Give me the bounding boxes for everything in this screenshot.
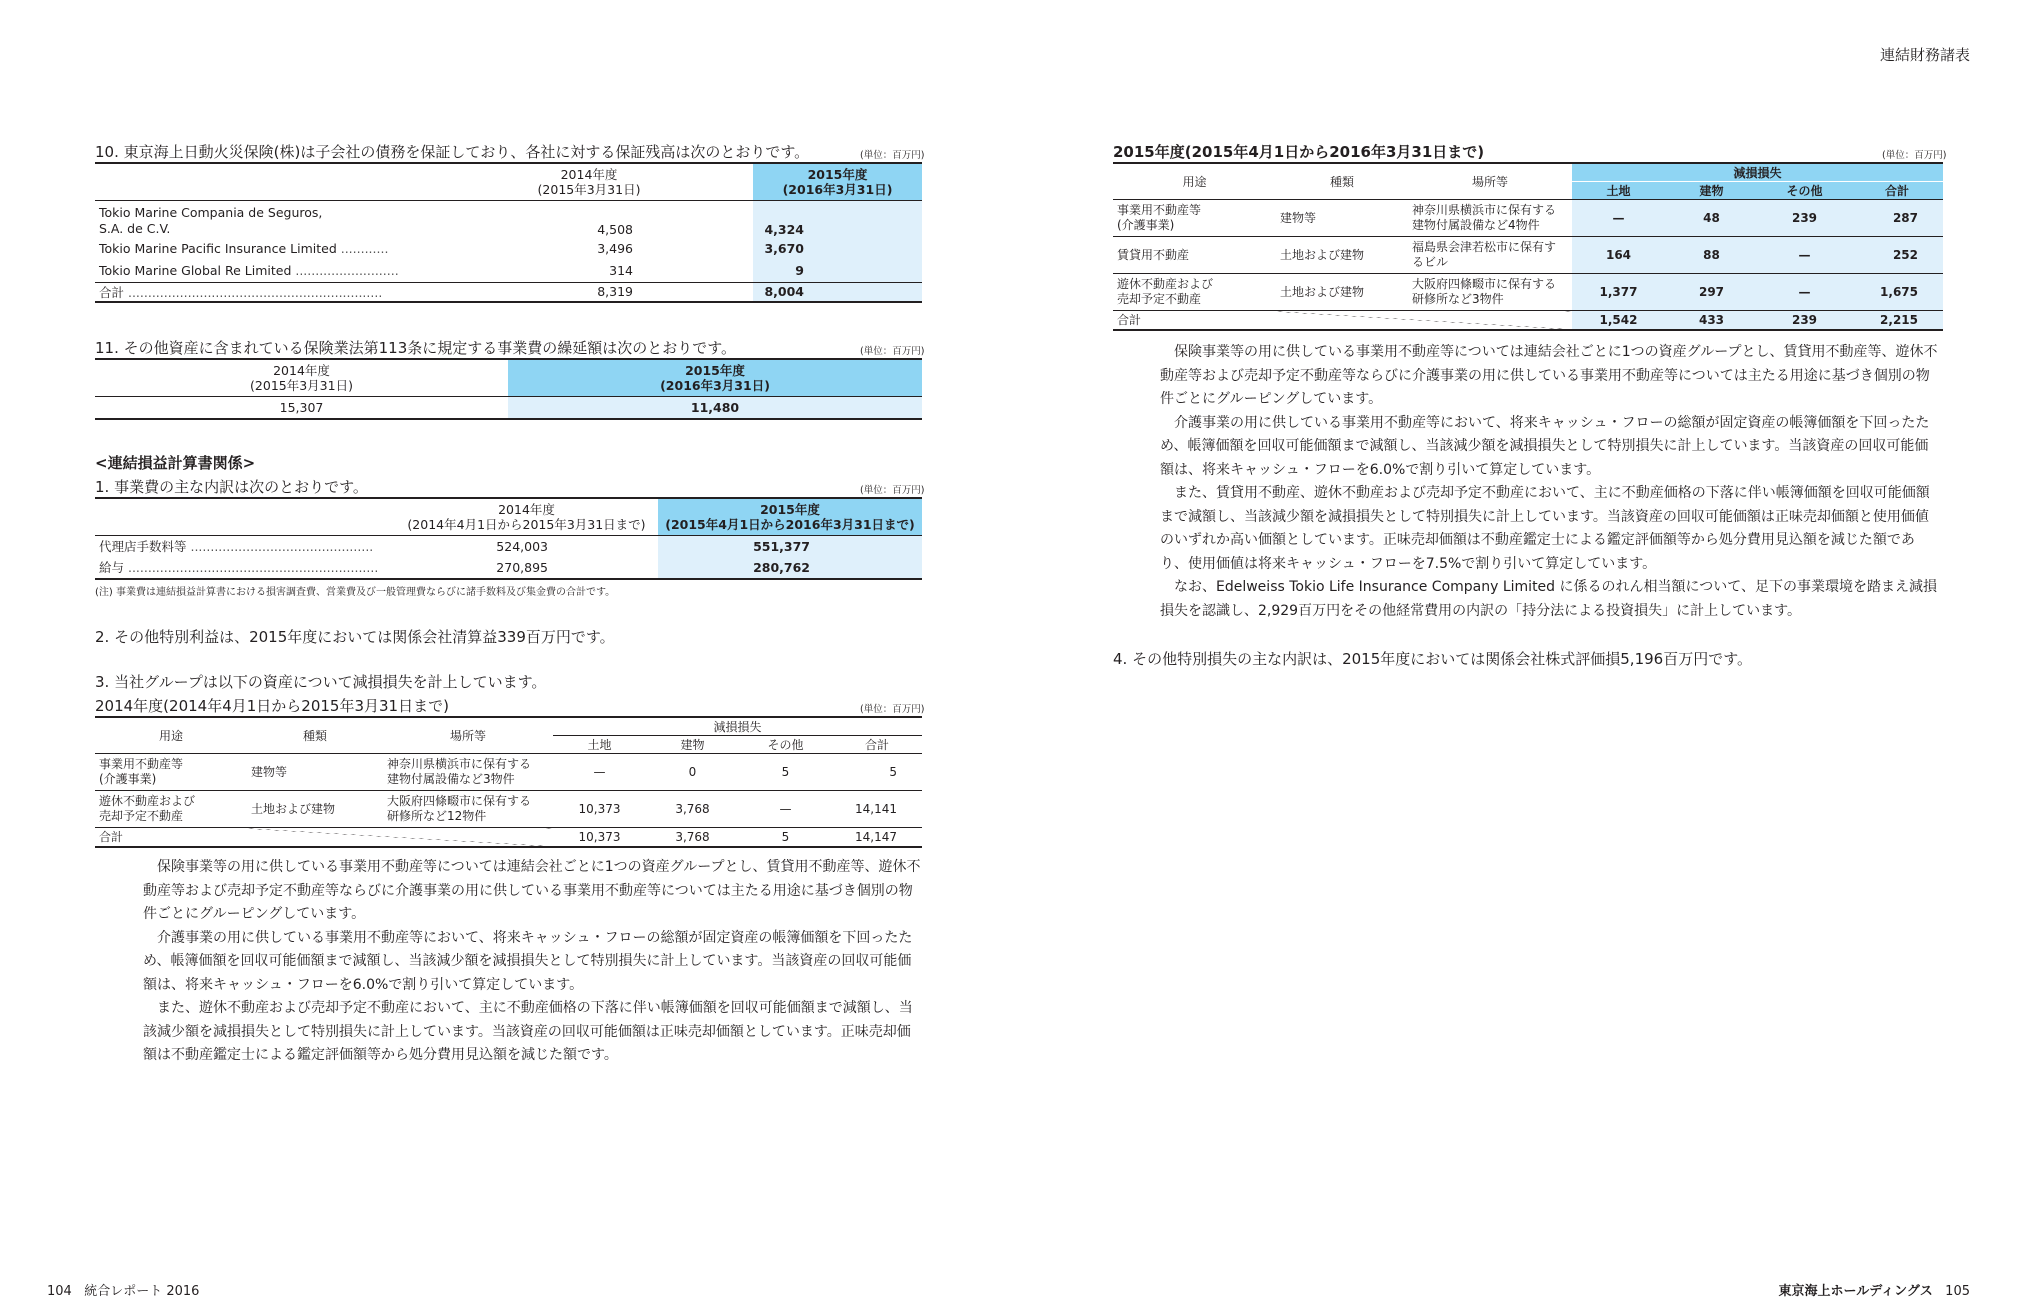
- impairment-2015-table: 用途 種類 場所等 減損損失 土地 建物 その他 合計 事業用不動産等 (介護事業) 建物等 神奈川県横浜市に保有する 建物付属設備など4物件 — 48 239 287 賃貸用不動産 土地および建物 福島県会津若松市に保有す るビル 164 88 — 252 遊休不動産および 売却予定不動産 土地および建物 大阪府四條畷市に保有する 研修所など3物件 1,377 297 — 1,675 合計 1,542 433 239 2,215: [1113, 162, 1943, 331]
- unit-label: (単位：百万円): [860, 485, 925, 496]
- unit-label: (単位：百万円): [1882, 150, 1947, 161]
- footer-left: [47, 1280, 199, 1299]
- pl-item1-title: 1. 事業費の主な内訳は次のとおりです。: [95, 478, 368, 496]
- guarantee-table: [95, 162, 922, 303]
- page-number-left: 104: [47, 1284, 72, 1299]
- total-row: 合計 1,542 433 239 2,215: [1113, 311, 1943, 330]
- table-row: 遊休不動産および 売却予定不動産 土地および建物 大阪府四條畷市に保有する 研修所など12物件 10,373 3,768 — 14,141: [95, 791, 922, 828]
- footer-right: [1778, 1280, 1970, 1299]
- table-row: 15,307 11,480: [95, 397, 922, 419]
- unit-label: (単位：百万円): [860, 704, 925, 715]
- table-row: 賃貸用不動産 土地および建物 福島県会津若松市に保有す るビル 164 88 — 252: [1113, 237, 1943, 274]
- total-row: 合計 ................................................................ 8,319 8,004: [95, 282, 922, 302]
- pl-heading: <連結損益計算書関係>: [95, 454, 256, 472]
- page-number-right: 105: [1945, 1284, 1970, 1299]
- col-2014-header: 2014年度 (2015年3月31日): [250, 363, 353, 393]
- impairment-2014-table: 用途 種類 場所等 減損損失 土地 建物 その他 合計 事業用不動産等 (介護事業) 建物等 神奈川県横浜市に保有する 建物付属設備など3物件 — 0 5 5 遊休不動産および 売却予定不動産 土地および建物 大阪府四條畷市に保有する 研修所など12物件 10,373 3,768 — 14,141 合計 10,373 3,768 5 14,147: [95, 716, 922, 848]
- col-2015-header: 2015年度 (2016年3月31日): [508, 359, 922, 397]
- fy2014-title: 2014年度(2014年4月1日から2015年3月31日まで): [95, 697, 449, 715]
- table-row: Tokio Marine Pacific Insurance Limited ............ 3,496 3,670: [95, 237, 922, 260]
- table-row: 事業用不動産等 (介護事業) 建物等 神奈川県横浜市に保有する 建物付属設備など3物件 — 0 5 5: [95, 754, 922, 791]
- fy2015-title: 2015年度(2015年4月1日から2016年3月31日まで): [1113, 143, 1485, 161]
- unit-label: (単位：百万円): [860, 150, 925, 161]
- table-row: 事業用不動産等 (介護事業) 建物等 神奈川県横浜市に保有する 建物付属設備など4物件 — 48 239 287: [1113, 200, 1943, 237]
- col-2014-header: 2014年度 (2014年4月1日から2015年3月31日まで): [407, 502, 646, 532]
- col-2015-header: 2015年度 (2015年4月1日から2016年3月31日まで): [658, 498, 922, 536]
- company-name: 東京海上ホールディングス: [1778, 1284, 1933, 1299]
- table-row: 遊休不動産および 売却予定不動産 土地および建物 大阪府四條畷市に保有する 研修所など3物件 1,377 297 — 1,675: [1113, 274, 1943, 311]
- left-paragraphs: 保険事業等の用に供している事業用不動産等については連結会社ごとに1つの資産グループとし、賃貸用不動産等、遊休不動産等および売却予定不動産等ならびに介護事業の用に供している事業用不動産等については主たる用途に基づき個別の物件ごとにグルーピングしています。 介護事業の用に供している事業用不動産等において、将来キャッシュ・フローの総額が固定資産の帳簿価額を下回ったため、帳簿価額を回収可能価額まで減額し、当該減少額を減損損失として特別損失に計上しています。当該資産の回収可能価額は、将来キャッシュ・フローを6.0%で割り引いて算定しています。 また、遊休不動産および売却予定不動産において、主に不動産価格の下落に伴い帳簿価額を回収可能価額まで減額し、当該減少額を減損損失として特別損失に計上しています。当該資産の回収可能価額は正味売却価額としています。正味売却価額は不動産鑑定士による鑑定評価額等から処分費用見込額を減じた額です。: [143, 859, 921, 1063]
- unit-label: (単位：百万円): [860, 346, 925, 357]
- col-2015-header: 2015年度 (2016年3月31日): [753, 163, 922, 201]
- note10-title: 10. 東京海上日動火災保険(株)は子会社の債務を保証しており、各社に対する保証残高は次のとおりです。: [95, 143, 810, 161]
- total-row: 合計 10,373 3,768 5 14,147: [95, 828, 922, 847]
- report-title: 統合レポート 2016: [84, 1284, 200, 1299]
- deferred-expense-table: [95, 358, 922, 420]
- footnote: (注) 事業費は連結損益計算書における損害調査費、営業費及び一般管理費ならびに諸手数料及び集金費の合計です。: [95, 587, 616, 598]
- table-row: 代理店手数料等 .............................................. 524,003 551,377: [95, 536, 922, 557]
- col-2014-header: 2014年度 (2015年3月31日): [537, 167, 641, 197]
- section-header: 連結財務諸表: [1879, 46, 1970, 64]
- table-row: Tokio Marine Compania de Seguros, S.A. de C.V. 4,508 4,324: [95, 201, 922, 238]
- pl-item4: 4. その他特別損失の主な内訳は、2015年度においては関係会社株式評価損5,196百万円です。: [1113, 650, 1752, 668]
- expense-table: [95, 497, 922, 580]
- pl-item3-title: 3. 当社グループは以下の資産について減損損失を計上しています。: [95, 673, 547, 691]
- table-row: 給与 ............................................................... 270,895 280,762: [95, 557, 922, 579]
- pl-item2: 2. その他特別利益は、2015年度においては関係会社清算益339百万円です。: [95, 628, 615, 646]
- note11-title: 11. その他資産に含まれている保険業法第113条に規定する事業費の繰延額は次のとおりです。: [95, 339, 737, 357]
- right-paragraphs: 保険事業等の用に供している事業用不動産等については連結会社ごとに1つの資産グループとし、賃貸用不動産等、遊休不動産等および売却予定不動産等ならびに介護事業の用に供している事業用不動産等については主たる用途に基づき個別の物件ごとにグルーピングしています。 介護事業の用に供している事業用不動産等において、将来キャッシュ・フローの総額が固定資産の帳簿価額を下回ったため、帳簿価額を回収可能価額まで減額し、当該減少額を減損損失として特別損失に計上しています。当該資産の回収可能価額は、将来キャッシュ・フローを6.0%で割り引いて算定しています。 また、賃貸用不動産、遊休不動産および売却予定不動産において、主に不動産価格の下落に伴い帳簿価額を回収可能価額まで減額し、当該減少額を減損損失として特別損失に計上しています。当該資産の回収可能価額は正味売却価額と使用価値のいずれか高い価額としています。正味売却価額は不動産鑑定士による鑑定評価額等から処分費用見込額を減じた額であり、使用価値は将来キャッシュ・フローを7.5%で割り引いて算定しています。 なお、Edelweiss Tokio Life Insurance Company Limited に係るのれん相当額について、足下の事業環境を踏まえ減損損失を認識し、2,929百万円をその他経常費用の内訳の「持分法による投資損失」に計上しています。: [1160, 344, 1938, 619]
- table-row: Tokio Marine Global Re Limited .......................... 314 9: [95, 260, 922, 282]
